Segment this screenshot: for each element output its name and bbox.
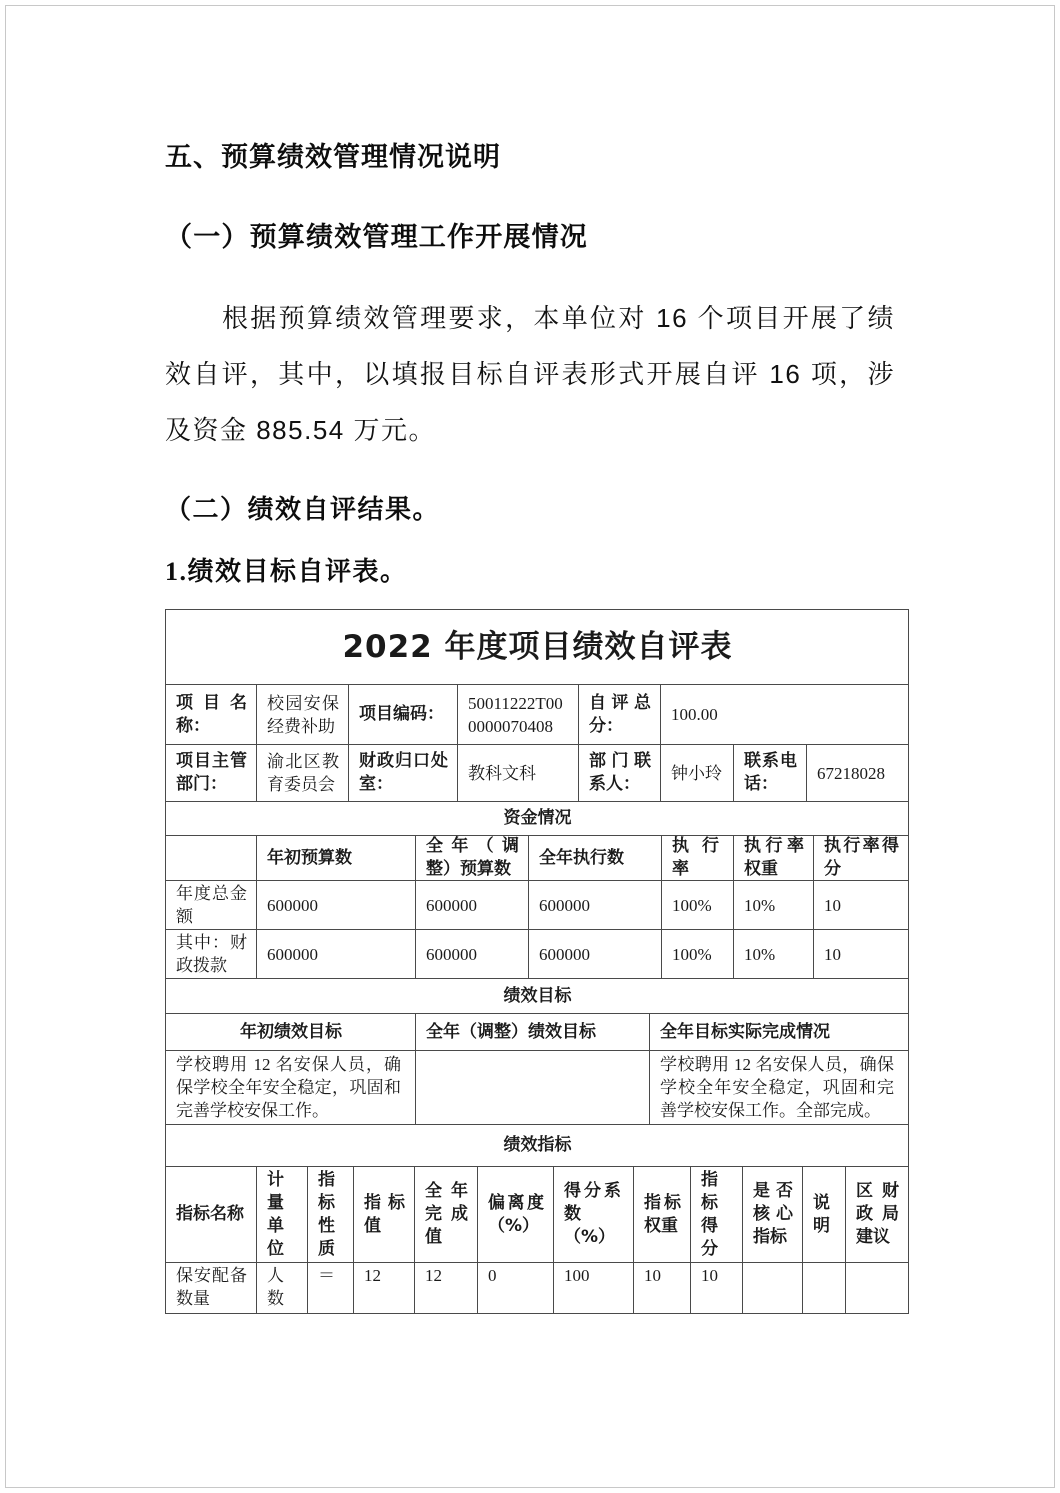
department-label: 项目主管部门： — [166, 745, 257, 801]
indicators-col-header: 全年完成值 — [415, 1167, 478, 1262]
indicators-header-row — [166, 1167, 909, 1263]
funds-header-row — [166, 836, 909, 881]
indicators-cell — [803, 1263, 846, 1313]
goals-col-header: 全年目标实际完成情况 — [650, 1014, 909, 1050]
funds-row-label: 其中：财政拨款 — [166, 930, 257, 978]
funds-heading-row — [166, 802, 909, 836]
contact-label: 部门联系人： — [579, 745, 661, 801]
funds-cell: 600000 — [529, 881, 662, 929]
self-score-label: 自评总分： — [579, 685, 661, 744]
self-score-value: 100.00 — [661, 685, 909, 744]
funds-cell: 10 — [814, 930, 909, 978]
phone-label: 联系电话： — [734, 745, 807, 801]
finance-office-label: 财政归口处室： — [349, 745, 458, 801]
indicators-col-header: 指标性质 — [308, 1167, 354, 1262]
part-two-heading: （二）绩效自评结果。 — [165, 495, 441, 525]
indicators-row — [166, 1263, 909, 1314]
funds-cell: 600000 — [257, 881, 416, 929]
indicators-cell: 10 — [634, 1263, 691, 1313]
funds-row — [166, 881, 909, 930]
indicators-col-header: 说明 — [803, 1167, 846, 1262]
funds-cell: 600000 — [529, 930, 662, 978]
table-title: 2022 年度项目绩效自评表 — [166, 610, 909, 684]
indicators-cell: 12 — [415, 1263, 478, 1313]
goals-col-header: 全年（调整）绩效目标 — [416, 1014, 650, 1050]
funds-cell: 10 — [814, 881, 909, 929]
indicators-cell: 12 — [354, 1263, 415, 1313]
indicators-cell — [846, 1263, 909, 1313]
funds-cell: 600000 — [416, 881, 529, 929]
evaluation-table — [165, 609, 909, 1314]
indicators-heading-row — [166, 1125, 909, 1167]
info-row-project — [166, 685, 909, 745]
goals-cell: 学校聘用 12 名安保人员，确保学校全年安全稳定，巩固和完善学校安保工作。全部完成。 — [650, 1051, 909, 1124]
part-two-item: 1.绩效目标自评表。 — [165, 557, 408, 586]
project-name-value: 校园安保经费补助 — [257, 685, 349, 744]
indicators-col-header: 指标得分 — [691, 1167, 743, 1262]
goals-heading: 绩效目标 — [166, 979, 909, 1013]
goals-header-row — [166, 1014, 909, 1051]
funds-row-label: 年度总金额 — [166, 881, 257, 929]
funds-cell: 600000 — [257, 930, 416, 978]
indicators-col-header: 指标名称 — [166, 1167, 257, 1262]
indicators-cell: 保安配备数量 — [166, 1263, 257, 1313]
phone-value: 67218028 — [807, 745, 909, 801]
project-code-label: 项目编码： — [349, 685, 458, 744]
indicators-col-header: 偏离度（%） — [478, 1167, 554, 1262]
funds-cell: 100% — [662, 930, 734, 978]
project-code-value: 50011222T000000070408 — [458, 685, 579, 744]
funds-row — [166, 930, 909, 979]
goals-cell: 学校聘用 12 名安保人员，确保学校全年安全稳定，巩固和完善学校安保工作。 — [166, 1051, 416, 1124]
goals-col-header: 年初绩效目标 — [166, 1014, 416, 1050]
indicators-col-header: 指标值 — [354, 1167, 415, 1262]
indicators-col-header: 得分系数（%） — [554, 1167, 634, 1262]
indicators-cell: 人数 — [257, 1263, 308, 1313]
funds-cell: 10% — [734, 930, 814, 978]
info-row-department — [166, 745, 909, 802]
funds-cell: 10% — [734, 881, 814, 929]
funds-col-header: 执行率得分 — [814, 836, 909, 880]
funds-heading: 资金情况 — [166, 802, 909, 835]
funds-col-header: 年初预算数 — [257, 836, 416, 880]
indicators-col-header: 计量单位 — [257, 1167, 308, 1262]
indicators-cell: 100 — [554, 1263, 634, 1313]
part-one-paragraph: 根据预算绩效管理要求，本单位对 16 个项目开展了绩效自评，其中，以填报目标自评表形式开展自评 16 项，涉及资金 885.54 万元。 — [165, 303, 895, 445]
funds-cell: 100% — [662, 881, 734, 929]
section-heading: 五、预算绩效管理情况说明 — [165, 142, 501, 173]
funds-col-header: 执行率权重 — [734, 836, 814, 880]
goals-cell — [416, 1051, 650, 1124]
contact-value: 钟小玲 — [661, 745, 734, 801]
funds-col-header: 全年执行数 — [529, 836, 662, 880]
indicators-cell — [743, 1263, 803, 1313]
goals-row — [166, 1051, 909, 1125]
indicators-heading: 绩效指标 — [166, 1125, 909, 1166]
goals-heading-row — [166, 979, 909, 1014]
indicators-col-header: 是否核心指标 — [743, 1167, 803, 1262]
table-title-row — [166, 610, 909, 685]
indicators-col-header: 指标权重 — [634, 1167, 691, 1262]
indicators-cell: ＝ — [308, 1263, 354, 1313]
indicators-col-header: 区财政局建议 — [846, 1167, 909, 1262]
funds-col-header — [166, 836, 257, 880]
funds-cell: 600000 — [416, 930, 529, 978]
indicators-cell: 0 — [478, 1263, 554, 1313]
department-value: 渝北区教育委员会 — [257, 745, 349, 801]
project-name-label: 项目名称： — [166, 685, 257, 744]
funds-col-header: 全年（调整）预算数 — [416, 836, 529, 880]
funds-col-header: 执行率 — [662, 836, 734, 880]
indicators-cell: 10 — [691, 1263, 743, 1313]
finance-office-value: 教科文科 — [458, 745, 579, 801]
part-one-heading: （一）预算绩效管理工作开展情况 — [165, 222, 588, 253]
